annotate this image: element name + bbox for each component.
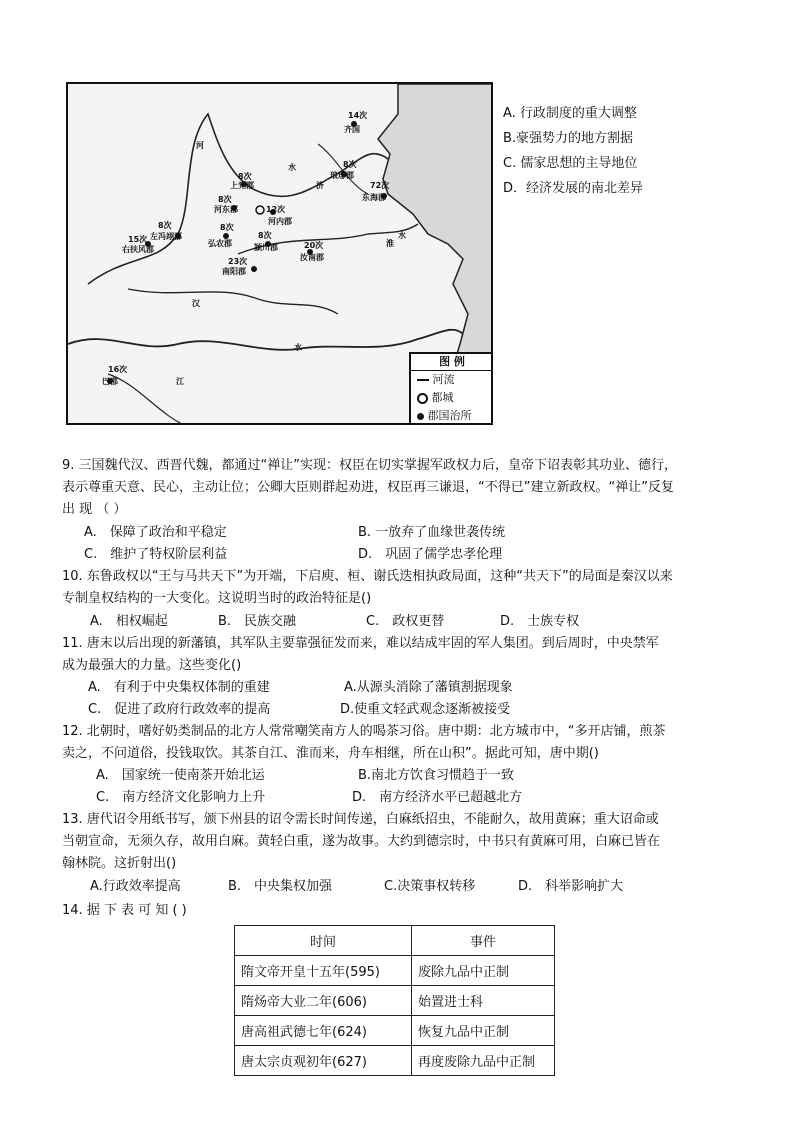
map-name-henei: 河内郡 xyxy=(268,217,292,226)
map-count-shangdang: 8次 xyxy=(238,172,252,181)
q11-line1: 11. 唐末以后出现的新藩镇，其军队主要靠强征发而来，难以结成牢固的军人集团。到后周时，中央禁军 xyxy=(62,636,659,651)
q11-option-a: A. 有利于中央集权体制的重建 xyxy=(88,680,270,695)
map-legend xyxy=(409,352,493,425)
map-count-hongnong: 8次 xyxy=(220,223,234,232)
map-name-yingchuan: 颍川郡 xyxy=(254,243,278,252)
map-count-henei: 12次 xyxy=(266,205,286,214)
q10-option-b: B. 民族交融 xyxy=(218,614,297,629)
q12-option-a: A. 国家统一使南茶开始北运 xyxy=(96,768,265,783)
map-name-zuofengyi: 左冯翊郡 xyxy=(150,232,182,241)
table-cell-event: 再度废除九品中正制 xyxy=(412,1046,555,1076)
han-map xyxy=(66,82,493,425)
table-cell-event: 始置进士科 xyxy=(412,986,555,1016)
map-name-shangdang: 上党郡 xyxy=(230,181,254,190)
map-option-c: C. 儒家思想的主导地位 xyxy=(503,156,638,171)
q11-option-d: D.使重文轻武观念逐渐被接受 xyxy=(340,702,511,717)
legend-commandery xyxy=(411,407,493,425)
q10-option-c: C. 政权更替 xyxy=(366,614,445,629)
table-row xyxy=(235,986,555,1016)
q9-line3: 出 现 （ ） xyxy=(62,502,127,517)
river-label: 江 xyxy=(176,377,184,386)
q9-option-c: C. 维护了特权阶层利益 xyxy=(84,547,228,562)
map-count-yingchuan: 8次 xyxy=(258,231,272,240)
q10-line1: 10. 东鲁政权以“王与马共天下”为开端，下启庾、桓、谢氏迭相执政局面，这种“共天下”的局面是秦汉以来 xyxy=(62,569,673,584)
legend-capital-label: 都城 xyxy=(431,391,454,404)
map-name-nanyang: 南阳郡 xyxy=(222,267,246,276)
table-header-row xyxy=(235,926,555,956)
river-label: 水 xyxy=(398,231,406,240)
q12-option-c: C. 南方经济文化影响力上升 xyxy=(96,790,266,805)
q10-line2: 专制皇权结构的一大变化。这说明当时的政治特征是() xyxy=(62,591,372,606)
table-row xyxy=(235,1016,555,1046)
table-cell-time: 唐高祖武德七年(624) xyxy=(235,1016,412,1046)
map-name-qi: 齐国 xyxy=(344,125,360,134)
river-label: 水 xyxy=(294,343,302,352)
map-count-langya: 8次 xyxy=(343,160,357,169)
map-name-hedong: 河东郡 xyxy=(214,205,238,214)
q12-option-b: B.南北方饮食习惯趋于一致 xyxy=(358,768,515,783)
q13-option-b: B. 中央集权加强 xyxy=(228,879,333,894)
q13-option-d: D. 科举影响扩大 xyxy=(518,879,624,894)
map-name-youfufeng: 右扶风郡 xyxy=(122,245,154,254)
q9-line2: 表示尊重天意、民心，主动让位；公卿大臣则群起劝进，权臣再三谦退，“不得已”建立新政权。“禅让”反复 xyxy=(62,480,674,495)
q9-option-a: A. 保障了政治和平稳定 xyxy=(84,525,227,540)
table-header-event: 事件 xyxy=(412,926,555,956)
q9-option-b: B. 一放弃了血缘世袭传统 xyxy=(358,525,506,540)
table-cell-time: 隋炀帝大业二年(606) xyxy=(235,986,412,1016)
q11-option-b: A.从源头消除了藩镇割据现象 xyxy=(344,680,513,695)
q13-line3: 翰林院。这折射出() xyxy=(62,856,177,871)
q11-line2: 成为最强大的力量。这些变化() xyxy=(62,658,242,673)
map-count-qi: 14次 xyxy=(348,111,368,120)
map-name-hongnong: 弘农郡 xyxy=(208,239,232,248)
map-count-hedong: 8次 xyxy=(218,195,232,204)
map-name-donghai: 东海郡 xyxy=(362,193,386,202)
capital-symbol-icon xyxy=(417,393,428,404)
table-cell-event: 恢复九品中正制 xyxy=(412,1016,555,1046)
legend-title: 图 例 xyxy=(411,354,493,371)
map-name-runan: 汝南郡 xyxy=(300,253,324,262)
legend-capital xyxy=(411,389,493,407)
map-count-zuofengyi: 8次 xyxy=(158,221,172,230)
ji-river xyxy=(318,144,368,194)
q13-line1: 13. 唐代诏令用纸书写，颁下州县的诏令需长时间传递，白麻纸招虫，不能耐久，故用黄麻；重大诏命或 xyxy=(62,812,659,827)
map-name-ba: 巴郡 xyxy=(102,377,118,386)
river-label: 水 xyxy=(288,163,296,172)
map-question-options xyxy=(503,101,643,201)
q13-line2: 当朝宣命，无须久存，故用白麻。黄轻白重，遂为故事。大约到德宗时，中书只有黄麻可用，白麻已皆在 xyxy=(62,834,661,849)
q12-line2: 卖之，不问道俗，投钱取饮。其茶自江、淮而来，舟车相继，所在山积”。据此可知，唐中期() xyxy=(62,746,599,761)
map-count-runan: 20次 xyxy=(304,241,324,250)
yangtze-river xyxy=(68,330,463,350)
q14-table xyxy=(234,925,555,1076)
q12-line1: 12. 北朝时，嗜好奶类制品的北方人常常嘲笑南方人的喝茶习俗。唐中期：北方城市中，“多开店铺，煎茶 xyxy=(62,724,666,739)
table-cell-time: 隋文帝开皇十五年(595) xyxy=(235,956,412,986)
q12-option-d: D. 南方经济水平已超越北方 xyxy=(352,790,523,805)
capital-marker xyxy=(256,206,264,214)
legend-river xyxy=(411,371,493,389)
q14-stem: 14. 据 下 表 可 知 ( ) xyxy=(62,903,187,918)
legend-river-label: 河流 xyxy=(432,373,455,386)
map-option-d: D．经济发展的南北差异 xyxy=(503,181,644,196)
table-row xyxy=(235,956,555,986)
q9-option-d: D. 巩固了儒学忠孝伦理 xyxy=(358,547,503,562)
table-cell-event: 废除九品中正制 xyxy=(412,956,555,986)
commandery-marker xyxy=(251,266,257,272)
map-count-nanyang: 23次 xyxy=(228,257,248,266)
q10-option-a: A. 相权崛起 xyxy=(90,614,168,629)
q9-line1: 9. 三国魏代汉、西晋代魏，都通过“禅让”实现：权臣在切实掌握军政权力后，皇帝下诏表彰其功业、德行， xyxy=(62,458,678,473)
table-header-time: 时间 xyxy=(235,926,412,956)
q10-option-d: D. 士族专权 xyxy=(500,614,580,629)
q11-option-c: C. 促进了政府行政效率的提高 xyxy=(88,702,271,717)
river-symbol-icon xyxy=(417,379,429,381)
legend-commandery-label: 郡国治所 xyxy=(427,409,472,422)
river-label: 济 xyxy=(316,181,324,190)
river-label: 汉 xyxy=(192,299,200,308)
q13-option-c: C.决策事权转移 xyxy=(384,879,476,894)
q13-option-a: A.行政效率提高 xyxy=(90,879,181,894)
map-option-b: B.豪强势力的地方割据 xyxy=(503,131,634,146)
commandery-symbol-icon xyxy=(417,413,424,420)
table-cell-time: 唐太宗贞观初年(627) xyxy=(235,1046,412,1076)
river-label: 淮 xyxy=(386,239,394,248)
river-label: 河 xyxy=(196,141,204,150)
map-count-ba: 16次 xyxy=(108,365,128,374)
map-count-youfufeng: 15次 xyxy=(128,235,148,244)
map-option-a: A. 行政制度的重大调整 xyxy=(503,106,637,121)
han-river xyxy=(128,289,338,314)
map-name-langya: 琅琊郡 xyxy=(330,171,354,180)
map-count-donghai: 72次 xyxy=(370,181,390,190)
table-row xyxy=(235,1046,555,1076)
